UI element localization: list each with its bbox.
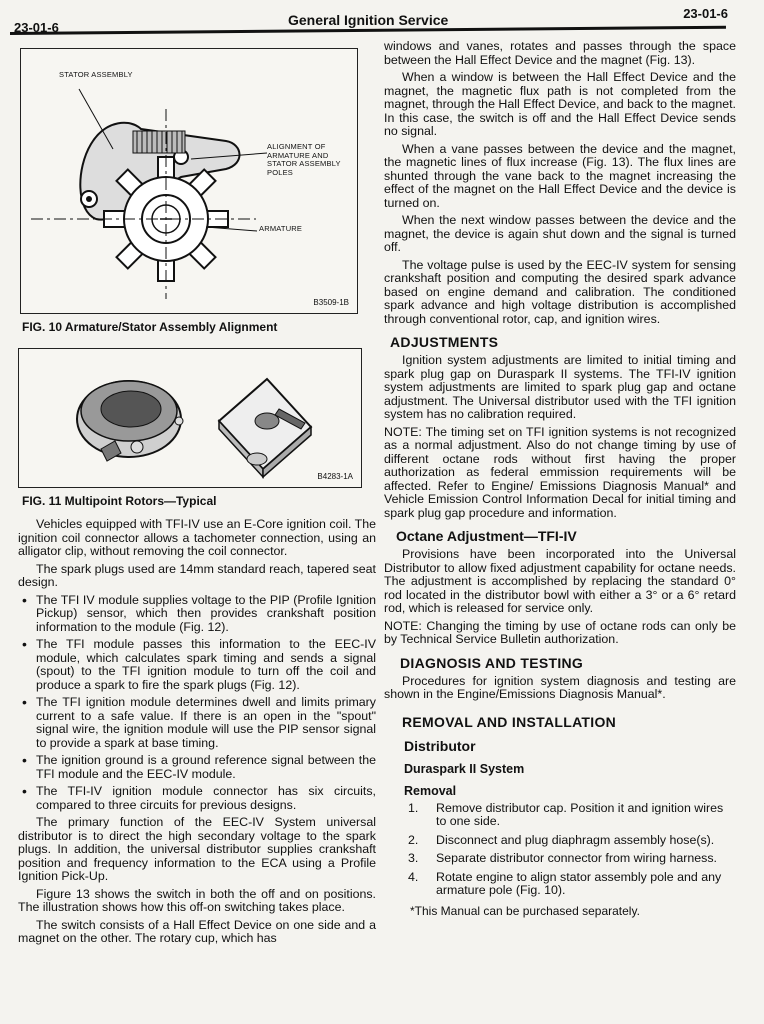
paragraph: Vehicles equipped with TFI-IV use an E-Core ignition coil. The ignition coil connector allows a tachometer connection, using an alligator clip, without removing the coil connector. (18, 517, 376, 558)
paragraph: The spark plugs used are 14mm standard reach, tapered seat design. (18, 561, 376, 589)
paragraph: windows and vanes, rotates and passes through the space between the Hall Effect Device and the magnet (Fig. 13). (384, 39, 736, 67)
figure-code: B3509-1B (313, 298, 349, 307)
figure-10-caption: FIG. 10 Armature/Stator Assembly Alignment (22, 320, 278, 334)
footnote: *This Manual can be purchased separately. (410, 903, 640, 918)
page-title: General Ignition Service (288, 12, 449, 28)
list-item: • The TFI module passes this information to the EEC-IV module, which calculates spark timing and sends a signal (spout) to the TFI ignition module to turn off the coil and produce a spark to fire the spark plugs (Fig. 12). (18, 638, 376, 692)
left-column (18, 48, 376, 946)
list-item: 2. Disconnect and plug diaphragm assembly hose(s). (408, 832, 715, 847)
figure-code: B4283-1A (317, 472, 353, 481)
paragraph: Figure 13 shows the switch in both the off and on positions. The illustration shows how this off-on switching takes place. (18, 886, 376, 914)
page-number-left: 23-01-6 (14, 20, 59, 35)
subsection-heading-removal: Removal (404, 783, 457, 798)
figure-11-caption: FIG. 11 Multipoint Rotors—Typical (22, 494, 217, 508)
list-item: 4. Rotate engine to align stator assembly pole and any armature pole (Fig. 10). (408, 869, 722, 897)
paragraph: The primary function of the EEC-IV System universal distributor is to direct the high secondary voltage to the spark plugs. In addition, the universal distributor supplies crankshaft position and frequency information to the ECA using a Profile Ignition Pick-Up. (18, 815, 376, 883)
multipoint-rotors-illustration (19, 349, 361, 487)
section-heading-removal: REMOVAL AND INSTALLATION (402, 713, 617, 730)
paragraph: Provisions have been incorporated into the Universal Distributor to allow fixed adjustment capability for octane needs. The adjustment is accomplished by replacing the standard 0° rod located in the distributor bowl with either a 3° or a 6° retard rod, which is released for service only. (384, 547, 736, 615)
right-column (384, 40, 736, 918)
paragraph: The voltage pulse is used by the EEC-IV system for sensing crankshaft position and computing the desired spark advance based on engine demand and calibration. The conditioned spark advance and high voltage distribution is accomplished through conventional rotor, cap, and ignition wires. (384, 257, 736, 326)
list-item: • The TFI ignition module determines dwell and limits primary current to a safe value. If there is an open in the "spout" signal wire, the ignition module will use the PIP sensor signal to provide a spark at base timing. (18, 696, 376, 750)
list-item: 3. Separate distributor connector from wiring harness. (408, 851, 717, 865)
list-item: • The ignition ground is a ground reference signal between the TFI module and the EEC-IV module. (18, 754, 376, 781)
removal-steps (404, 802, 736, 898)
paragraph: When a vane passes between the device and the magnet, the magnetic lines of flux increase (Fig. 13). The flux lines are shunted through the vane back to the magnet increasing the effect of the magnet on the Hall Effect Device and the device is turned on. (384, 141, 736, 210)
callout-stator-assembly: STATOR ASSEMBLY (59, 70, 133, 79)
list-item: • The TFI-IV ignition module connector has six circuits, compared to three circuits for previous designs. (18, 785, 376, 812)
paragraph: When a window is between the Hall Effect Device and the magnet, the magnetic flux path is not completed from the magnet, through the Hall Effect Device, and back to the magnet. In this case, the switch is off and the Hall Effect Device sends no signal. (384, 70, 736, 138)
stator-armature-illustration (21, 49, 357, 313)
section-heading-diagnosis: DIAGNOSIS AND TESTING (400, 654, 584, 671)
subsection-heading-distributor: Distributor (404, 737, 476, 754)
subsection-heading-duraspark: Duraspark II System (404, 761, 525, 776)
callout-armature: ARMATURE (259, 224, 303, 233)
figure-11 (18, 348, 362, 488)
note: NOTE: Changing the timing by use of octane rods can only be by Technical Service Bulletin authorization. (384, 618, 736, 646)
paragraph: Ignition system adjustments are limited to initial timing and spark plug gap on Duraspark II systems. The TFI-IV ignition system adjustments are limited to spark plug gap and octane adjustment. The Universal distributor used with the TFI ignition system has no calibration required. (384, 353, 736, 421)
paragraph: The switch consists of a Hall Effect Device on one side and a magnet on the other. The rotary cup, which has (18, 917, 376, 945)
page-number-right: 23-01-6 (683, 6, 728, 21)
paragraph: Procedures for ignition system diagnosis and testing are shown in the Engine/Emissions Diagnosis Manual*. (384, 673, 736, 701)
note: NOTE: The timing set on TFI ignition systems is not recognized as a normal adjustment. Also do not change timing by use of different octane rods without first having the proper authorization as federal emmission requirements will be affected. Refer to Engine/ Emissions Diagnosis Manual* and Vehicle Emission Control Information Decal for initial timing and spark plug gap procedure and information. (384, 424, 736, 520)
list-item: • The TFI IV module supplies voltage to the PIP (Profile Ignition Pickup) sensor, which then provides crankshaft position information to the module (Fig. 12). (18, 594, 376, 635)
section-heading-adjustments: ADJUSTMENTS (390, 334, 499, 350)
list-item: 1. Remove distributor cap. Position it and ignition wires to one side. (408, 800, 724, 828)
paragraph: When the next window passes between the device and the magnet, the device is again shut down and the signal is turned off. (384, 213, 736, 254)
figure-10 (20, 48, 358, 314)
bullet-list (18, 594, 376, 813)
subsection-heading-octane: Octane Adjustment—TFI-IV (396, 528, 577, 544)
callout-alignment: ALIGNMENT OF ARMATURE AND STATOR ASSEMBLY POLES (267, 142, 341, 177)
